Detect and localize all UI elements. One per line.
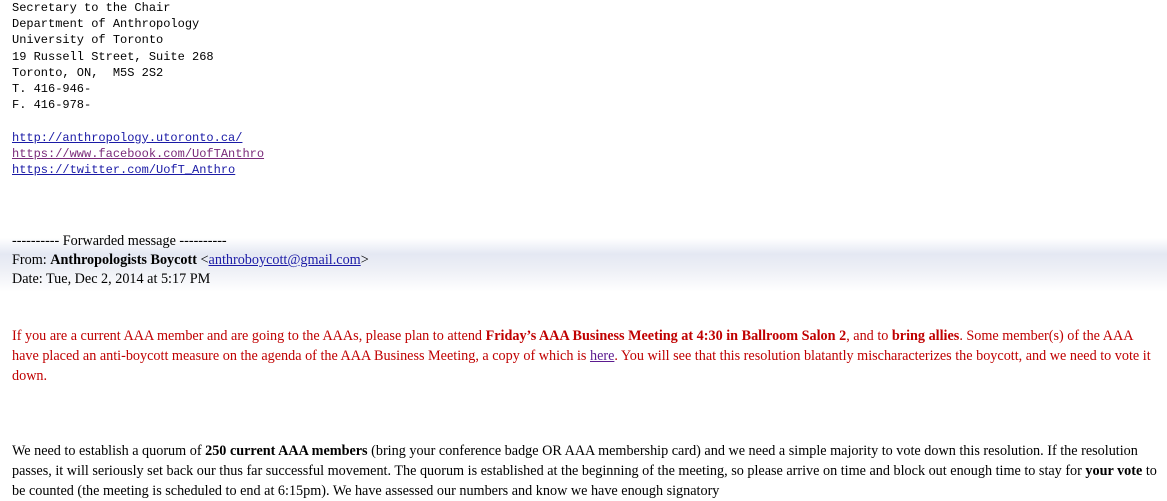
text: If you are a current AAA member and are going to the AAAs, please plan to attend [12,328,486,344]
emphasis: Friday’s AAA Business Meeting at 4:30 in Ballroom Salon 2 [485,328,847,344]
emphasis: your vote [1085,463,1143,479]
text: to be counted (the meeting is scheduled to end at 6:15pm). We have assessed our numbers and know we have enough signatory [12,463,1157,499]
emphasis: bring allies [891,328,960,344]
red-paragraph [12,326,1152,386]
signature-line: Secretary to the Chair [12,1,171,15]
from-line: From: Anthropologists Boycott <anthroboycott@gmail.com> [12,252,369,268]
signature-link-row [12,130,264,146]
signature-link-row [12,146,264,162]
facebook-link[interactable]: https://www.facebook.com/UofTAnthro [12,146,265,161]
text: . You will see that this resolution blatantly mischaracterizes the boycott, and we need to vote it down. [12,348,1151,384]
signature-line: Toronto, ON, M5S 2S2 [12,65,164,80]
text: We need to establish a quorum of [12,443,206,459]
website-link[interactable]: http://anthropology.utoronto.ca/ [12,130,243,145]
signature-link-row [12,162,264,178]
date-label: Date: [12,271,47,287]
forwarded-divider: ---------- Forwarded message ---------- [12,233,227,249]
sender-email-link[interactable]: anthroboycott@gmail.com [208,252,361,268]
text: (bring your conference badge OR AAA membership card) and we need a simple majority to vote down this resolution. If the resolution passes, it will seriously set back our thus far successful movement. The quorum is established at the beginning of the meeting, so please arrive on time and block out enough time to stay for [12,443,1138,479]
date-line [12,271,210,288]
signature-line: F. 416-978- [12,98,92,113]
text: . Some member(s) of the AAA have placed an anti-boycott measure on the agenda of the AAA Business Meeting, a copy of which is [12,328,1133,364]
from-label: From: [12,252,51,268]
signature-line: T. 416-946- [12,81,92,96]
body-paragraph [12,441,1162,501]
sender-name: Anthropologists Boycott [50,252,197,268]
emphasis: 250 current AAA members [205,443,368,459]
spacer [12,113,264,129]
sent-date: Tue, Dec 2, 2014 at 5:17 PM [46,271,211,287]
signature-line: University of Toronto [12,33,164,48]
signature-line: Department of Anthropology [12,17,200,32]
text: , and to [846,328,892,344]
here-link[interactable]: here [589,348,615,364]
email-signature [12,0,264,178]
twitter-link[interactable]: https://twitter.com/UofT_Anthro [12,162,236,177]
signature-line: 19 Russell Street, Suite 268 [12,49,214,64]
